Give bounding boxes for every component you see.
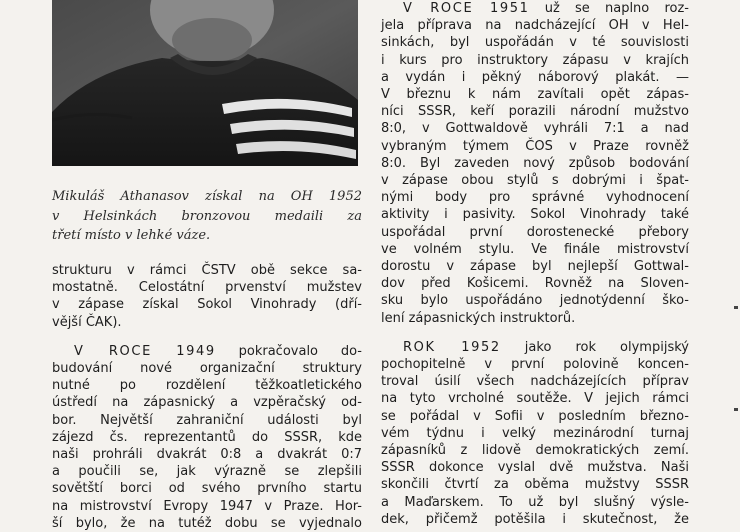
text-line: vější ČAK). xyxy=(52,314,122,330)
text-line: budování nové organizační struktury xyxy=(52,361,362,377)
text-line: strukturu v rámci ČSTV obě sekce sa- xyxy=(52,263,362,278)
text-fragment: jako rok olympijský xyxy=(524,339,689,355)
right-column xyxy=(381,0,689,528)
paragraph xyxy=(52,262,362,331)
text-line: v zápase získal Sokol Vinohrady (dří- xyxy=(52,297,362,313)
text-line: SSSR dokonce vyslal dvě mužstva. Naši xyxy=(381,460,689,476)
text-line: vém týdnu i velký mezinárodní turnaj xyxy=(381,425,689,441)
text-line: troval úsilí všech nadcházejících příprav xyxy=(381,374,689,390)
text-fragment: už se naplno roz- xyxy=(544,1,689,16)
text-line: mostatně. Celostátní prvenství mužstev xyxy=(52,280,362,296)
text-line: ší bylo, že na tutéž dobu se vyjednalo xyxy=(52,515,362,531)
athlete-photo xyxy=(52,0,358,166)
text-line: 8:0, v Gottwaldově vyhráli 7:1 a nad xyxy=(381,121,689,137)
caption-line: Mikuláš Athanasov získal na OH 1952 xyxy=(52,189,362,204)
paragraph xyxy=(52,343,362,532)
text-line: níci SSSR, keří porazili národní mužstvo xyxy=(381,104,689,120)
athlete-photo-graphic xyxy=(52,0,358,166)
text-line xyxy=(381,339,689,356)
text-line: uspořádal první dorostenecké přebory xyxy=(381,224,689,240)
text-line: sku bylo uspořádáno jednotýdenní ško- xyxy=(381,293,689,309)
caption-line: v Helsinkách bronzovou medaili za xyxy=(52,208,362,224)
text-line: dov před Košicemi. Rovněž na Sloven- xyxy=(381,276,689,292)
text-line: V březnu k nám zavítali opět zápas- xyxy=(381,87,689,103)
paragraph xyxy=(381,0,689,327)
paragraph xyxy=(381,339,689,528)
text-line xyxy=(381,0,689,17)
section-lead: V ROCE 1949 xyxy=(74,343,216,359)
text-fragment: pokračovalo do- xyxy=(238,343,362,359)
text-line: 8:0. Byl zaveden nový způsob bodování xyxy=(381,155,689,171)
text-line: bor. Největší zahraniční události byl xyxy=(52,412,362,428)
left-column xyxy=(52,262,362,532)
text-line: vybraným týmem ČOS v Praze rovněž xyxy=(381,138,689,154)
text-line xyxy=(52,343,362,360)
text-line: jela příprava na nadcházející OH v Hel- xyxy=(381,18,689,34)
text-line: skončili čtvrtí za oběma mužstvy SSSR xyxy=(381,477,689,493)
margin-mark xyxy=(734,306,738,309)
text-line: a Maďarskem. To už byl slušný výsle- xyxy=(381,494,689,510)
text-line: naši prohráli dvakrát 0:8 a dvakrát 0:7 xyxy=(52,447,362,463)
text-line: nutné po rozdělení těžkoatletického xyxy=(52,378,362,394)
text-line: a vydán i pěkný náborový plakát. — xyxy=(381,69,689,85)
text-line: aktivity i pasivity. Sokol Vinohrady také xyxy=(381,207,689,223)
text-line: lení zápasnických instruktorů. xyxy=(381,310,576,326)
section-lead: ROK 1952 xyxy=(403,339,501,355)
text-line: zájezd čs. reprezentantů do SSSR, kde xyxy=(52,429,362,445)
text-line: dek, přičemž potěšila i skutečnost, že xyxy=(381,511,689,527)
text-line: nými body pro správné vyhodnocení xyxy=(381,190,689,206)
text-line: na mistrovství Evropy 1947 v Praze. Hor- xyxy=(52,498,362,514)
text-line: dorostu v zápase byl nejlepší Gottwal- xyxy=(381,259,689,275)
text-line: i kurs pro instruktory zápasu v krajích xyxy=(381,52,689,68)
text-line: pochopitelně v první polovině koncen- xyxy=(381,357,689,373)
text-line: sinkách, byl uspořádán v té souvislosti xyxy=(381,35,689,51)
text-line: zápasníků z lidově demokratických zemí. xyxy=(381,443,689,459)
margin-mark xyxy=(734,408,738,411)
text-line: sovětští borci od svého prvního startu xyxy=(52,481,362,497)
photo-caption xyxy=(52,187,362,246)
text-line: a poučili se, jak výrazně se zlepšili xyxy=(52,464,362,480)
text-line: na tyto vrcholné soutěže. V jejich rámci xyxy=(381,391,689,407)
caption-line: třetí místo v lehké váze. xyxy=(52,228,211,243)
text-line: ústředí na zápasnický a vzpěračský od- xyxy=(52,395,362,411)
text-line: v zápase obou stylů s dobrými i špat- xyxy=(381,173,689,189)
text-line: se pořádal v Sofii v posledním březno- xyxy=(381,408,689,424)
text-line: ve volném stylu. Ve finále mistrovství xyxy=(381,241,689,257)
section-lead: V ROCE 1951 xyxy=(403,1,530,16)
